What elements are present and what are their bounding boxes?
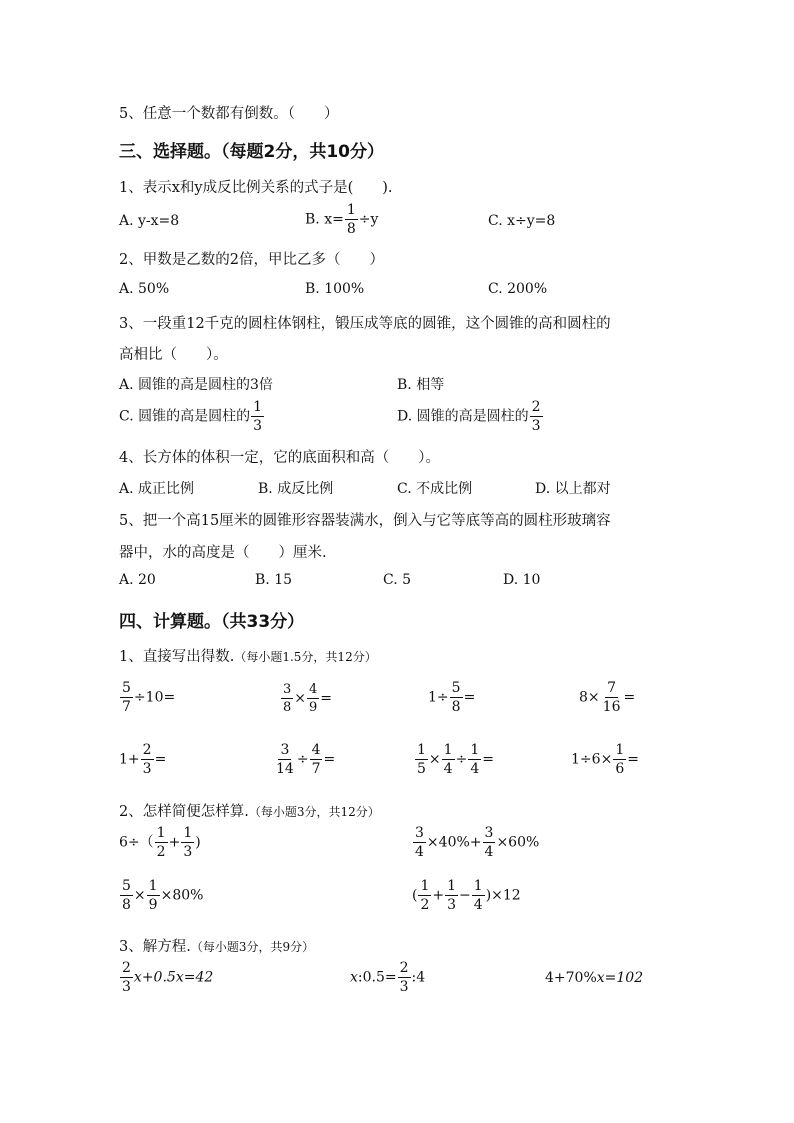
- choice-q4-option-a[interactable]: A. 成正比例: [119, 481, 195, 497]
- choice-q5-option-c[interactable]: C. 5: [383, 572, 412, 588]
- choice-q5-option-d[interactable]: D. 10: [503, 572, 541, 588]
- calc-part1-hint: （每小题1.5分，共12分）: [234, 650, 377, 664]
- calc-1-6: $\frac{3}{14}$ ÷ $\frac{4}{7}$ =: [276, 742, 336, 777]
- choice-q5-stem-line2: 器中，水的高度是（ ）厘米.: [119, 545, 327, 561]
- equation-1: $\frac{2}{3}$ x+0.5x=42: [122, 960, 214, 995]
- choice-q2-option-b[interactable]: B. 100%: [305, 281, 365, 297]
- calc-1-5: 1+ $\frac{2}{3}$ =: [119, 742, 167, 777]
- choice-q1-option-a[interactable]: A. y-x=8: [119, 213, 180, 229]
- equation-3: 4+70%x=102: [545, 970, 644, 986]
- choice-q2-stem: 2、甲数是乙数的2倍，甲比乙多（ ）: [119, 252, 384, 268]
- calc-2-3: $\frac{5}{8}$ × $\frac{1}{9}$ ×80%: [122, 878, 204, 913]
- fraction: $\frac{1}{8}$: [346, 202, 356, 237]
- choice-q3-option-b[interactable]: B. 相等: [397, 377, 445, 393]
- calc-1-4: 8× $\frac{7}{16}$ =: [579, 680, 636, 715]
- calc-part2-hint: （每小题3分，共12分）: [248, 805, 380, 819]
- choice-q4-option-c[interactable]: C. 不成比例: [397, 481, 473, 497]
- calc-2-2: $\frac{3}{4}$ ×40%+ $\frac{3}{4}$ ×60%: [415, 825, 540, 860]
- fraction: $\frac{2}{3}$: [531, 399, 541, 434]
- option-b-suffix: ÷y: [358, 211, 379, 228]
- section-title-choice: 三、选择题。（每题2分，共10分）: [119, 142, 384, 162]
- choice-q2-option-c[interactable]: C. 200%: [488, 281, 548, 297]
- calc-1-2: $\frac{3}{8}$ × $\frac{4}{9}$ =: [283, 682, 333, 715]
- choice-q4-option-b[interactable]: B. 成反比例: [258, 481, 334, 497]
- choice-q3-option-d[interactable]: D. 圆锥的高是圆柱的 $\frac{2}{3}$: [397, 399, 541, 434]
- choice-q1-option-c[interactable]: C. x÷y=8: [488, 213, 556, 229]
- choice-q3-stem-line1: 3、一段重12千克的圆柱体钢柱，锻压成等底的圆锥，这个圆锥的高和圆柱的: [119, 316, 611, 332]
- choice-q4-stem: 4、长方体的体积一定，它的底面积和高（ ）。: [119, 450, 440, 466]
- section-title-calculation: 四、计算题。（共33分）: [119, 612, 305, 632]
- choice-q2-option-a[interactable]: A. 50%: [119, 281, 170, 297]
- choice-q3-option-c[interactable]: C. 圆锥的高是圆柱的 $\frac{1}{3}$: [119, 399, 263, 434]
- choice-q3-option-a[interactable]: A. 圆锥的高是圆柱的3倍: [119, 377, 273, 393]
- choice-q5-stem-line1: 5、把一个高15厘米的圆锥形容器装满水，倒入与它等底等高的圆柱形玻璃容: [119, 513, 611, 529]
- calc-1-1: $\frac{5}{7}$ ÷10=: [122, 680, 176, 715]
- calc-part3-hint: （每小题3分，共9分）: [190, 940, 315, 954]
- choice-q5-option-b[interactable]: B. 15: [255, 572, 293, 588]
- choice-q4-option-d[interactable]: D. 以上都对: [535, 481, 611, 497]
- calc-1-3: 1÷ $\frac{5}{8}$ =: [428, 680, 476, 715]
- calc-2-1: 6÷（ $\frac{1}{2}$ + $\frac{1}{3}$ ): [119, 825, 201, 860]
- option-b-prefix: B. x=: [305, 211, 344, 228]
- calc-part2-heading: 2、怎样简便怎样算.（每小题3分，共12分）: [119, 804, 380, 820]
- calc-2-4: ( $\frac{1}{2}$ + $\frac{1}{3}$ − $\frac{1}{4}$ )×12: [412, 878, 521, 913]
- calc-part3-heading: 3、解方程.（每小题3分，共9分）: [119, 939, 315, 955]
- choice-q3-stem-line2: 高相比（ ）。: [119, 347, 228, 363]
- calc-part1-heading: 1、直接写出得数.（每小题1.5分，共12分）: [119, 649, 377, 665]
- choice-q1-stem: 1、表示x和y成反比例关系的式子是( ).: [119, 180, 393, 196]
- choice-q5-option-a[interactable]: A. 20: [119, 572, 156, 588]
- calc-1-8: 1÷6× $\frac{1}{6}$ =: [571, 742, 639, 777]
- fraction: $\frac{1}{3}$: [253, 399, 263, 434]
- equation-2: x:0.5= $\frac{2}{3}$ :4: [350, 960, 426, 995]
- choice-q1-option-b[interactable]: [305, 203, 378, 236]
- judgment-item-5: 5、任意一个数都有倒数。（ ）: [119, 106, 339, 122]
- calc-1-7: $\frac{1}{5}$ × $\frac{1}{4}$ ÷ $\frac{1}{4}$ =: [417, 742, 494, 777]
